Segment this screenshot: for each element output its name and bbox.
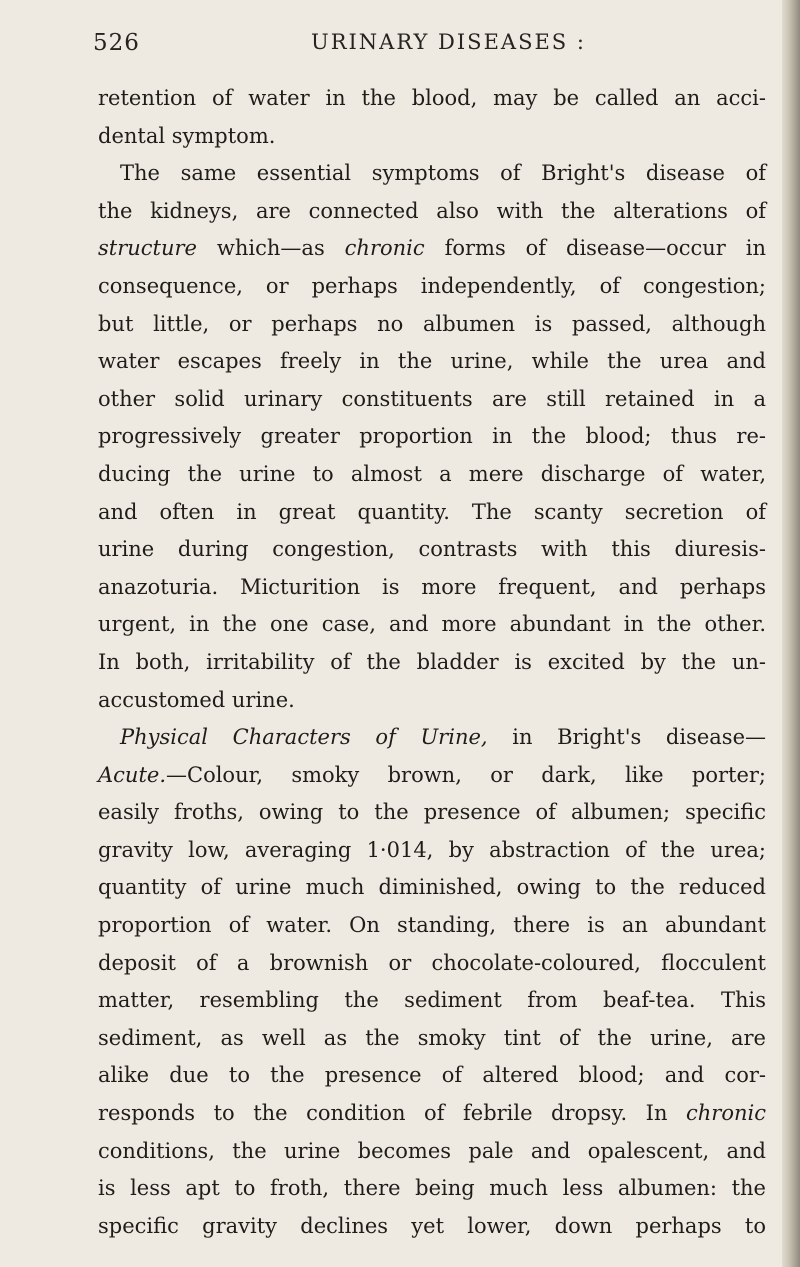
text-segment: chronic xyxy=(686,1101,766,1126)
text-line xyxy=(98,644,766,682)
text-segment: accustomed urine. xyxy=(98,687,295,712)
text-segment: which—as xyxy=(196,236,345,261)
text-line xyxy=(98,1020,766,1058)
text-segment: retention of water in the blood, may be called an acci- xyxy=(98,86,766,110)
text-line xyxy=(98,343,766,381)
text-line xyxy=(98,118,766,156)
page-number: 526 xyxy=(93,30,140,56)
text-line xyxy=(98,418,766,456)
text-segment: Acute. xyxy=(98,762,166,787)
text-line xyxy=(98,268,766,306)
text-segment: water escapes freely in the urine, while the urea and xyxy=(98,349,766,374)
text-segment: urgent, in the one case, and more abundant in the other. xyxy=(98,612,766,637)
text-segment: In both, irritability of the bladder is excited by the un- xyxy=(98,649,766,674)
text-segment: the kidneys, are connected also with the alterations of xyxy=(98,198,766,223)
text-segment: and often in great quantity. The scanty secretion of xyxy=(98,499,766,524)
text-line xyxy=(98,193,766,231)
text-segment: in Bright's disease— xyxy=(487,725,766,750)
text-segment: chronic xyxy=(344,236,425,261)
text-segment: gravity low, averaging 1·014, by abstraction of the urea; xyxy=(98,837,766,862)
text-line xyxy=(98,794,766,832)
text-segment: quantity of urine much diminished, owing to the reduced xyxy=(98,875,766,900)
text-line xyxy=(98,494,766,532)
text-segment: dental symptom. xyxy=(98,123,276,148)
text-segment: deposit of a brownish or chocolate-coloured, flocculent xyxy=(98,950,766,975)
page-edge-shadow xyxy=(782,0,800,1267)
text-line xyxy=(98,907,766,945)
text-segment: The same essential symptoms of Bright's disease of xyxy=(120,161,766,186)
text-line xyxy=(98,531,766,569)
text-line xyxy=(98,1208,766,1246)
text-line xyxy=(98,381,766,419)
text-segment: urine during congestion, contrasts with this diuresis- xyxy=(98,537,766,562)
body-text xyxy=(98,80,766,1245)
text-segment: alike due to the presence of altered blood; and cor- xyxy=(98,1063,766,1088)
text-segment: forms of disease—occur in xyxy=(424,236,766,261)
text-line xyxy=(98,306,766,344)
text-segment: Physical Characters of Urine, xyxy=(120,725,488,750)
text-line xyxy=(98,456,766,494)
text-segment: sediment, as well as the smoky tint of the urine, are xyxy=(98,1025,766,1050)
text-segment: specific gravity declines yet lower, down perhaps to xyxy=(98,1213,766,1238)
text-segment: matter, resembling the sediment from beaf-tea. This xyxy=(98,988,766,1013)
text-segment: is less apt to froth, there being much less albumen: the xyxy=(98,1176,766,1201)
text-line xyxy=(98,606,766,644)
page-header xyxy=(93,30,773,70)
text-line xyxy=(98,155,766,193)
text-segment: other solid urinary constituents are still retained in a xyxy=(98,386,766,411)
text-line xyxy=(98,982,766,1020)
text-segment: consequence, or perhaps independently, of congestion; xyxy=(98,273,766,298)
text-segment: ducing the urine to almost a mere discharge of water, xyxy=(98,461,766,486)
text-line xyxy=(98,80,766,118)
text-line xyxy=(98,1133,766,1171)
text-line xyxy=(98,569,766,607)
text-line xyxy=(98,869,766,907)
text-segment: but little, or perhaps no albumen is passed, although xyxy=(98,311,766,336)
text-line xyxy=(98,682,766,720)
text-segment: conditions, the urine becomes pale and opalescent, and xyxy=(98,1138,766,1163)
text-line xyxy=(98,230,766,268)
text-line xyxy=(98,1057,766,1095)
text-segment: responds to the condition of febrile dropsy. In xyxy=(98,1101,687,1126)
text-segment: —Colour, smoky brown, or dark, like porter; xyxy=(166,762,766,787)
text-segment: proportion of water. On standing, there is an abundant xyxy=(98,913,766,938)
text-line xyxy=(98,757,766,795)
text-line xyxy=(98,945,766,983)
text-line xyxy=(98,832,766,870)
text-segment: progressively greater proportion in the blood; thus re- xyxy=(98,424,766,449)
text-line xyxy=(98,1170,766,1208)
text-segment: easily froths, owing to the presence of albumen; specific xyxy=(98,800,766,825)
text-line xyxy=(98,719,766,757)
text-segment: structure xyxy=(98,236,197,261)
running-head: URINARY DISEASES : xyxy=(311,30,586,54)
text-line xyxy=(98,1095,766,1133)
text-segment: anazoturia. Micturition is more frequent, and perhaps xyxy=(98,574,766,599)
